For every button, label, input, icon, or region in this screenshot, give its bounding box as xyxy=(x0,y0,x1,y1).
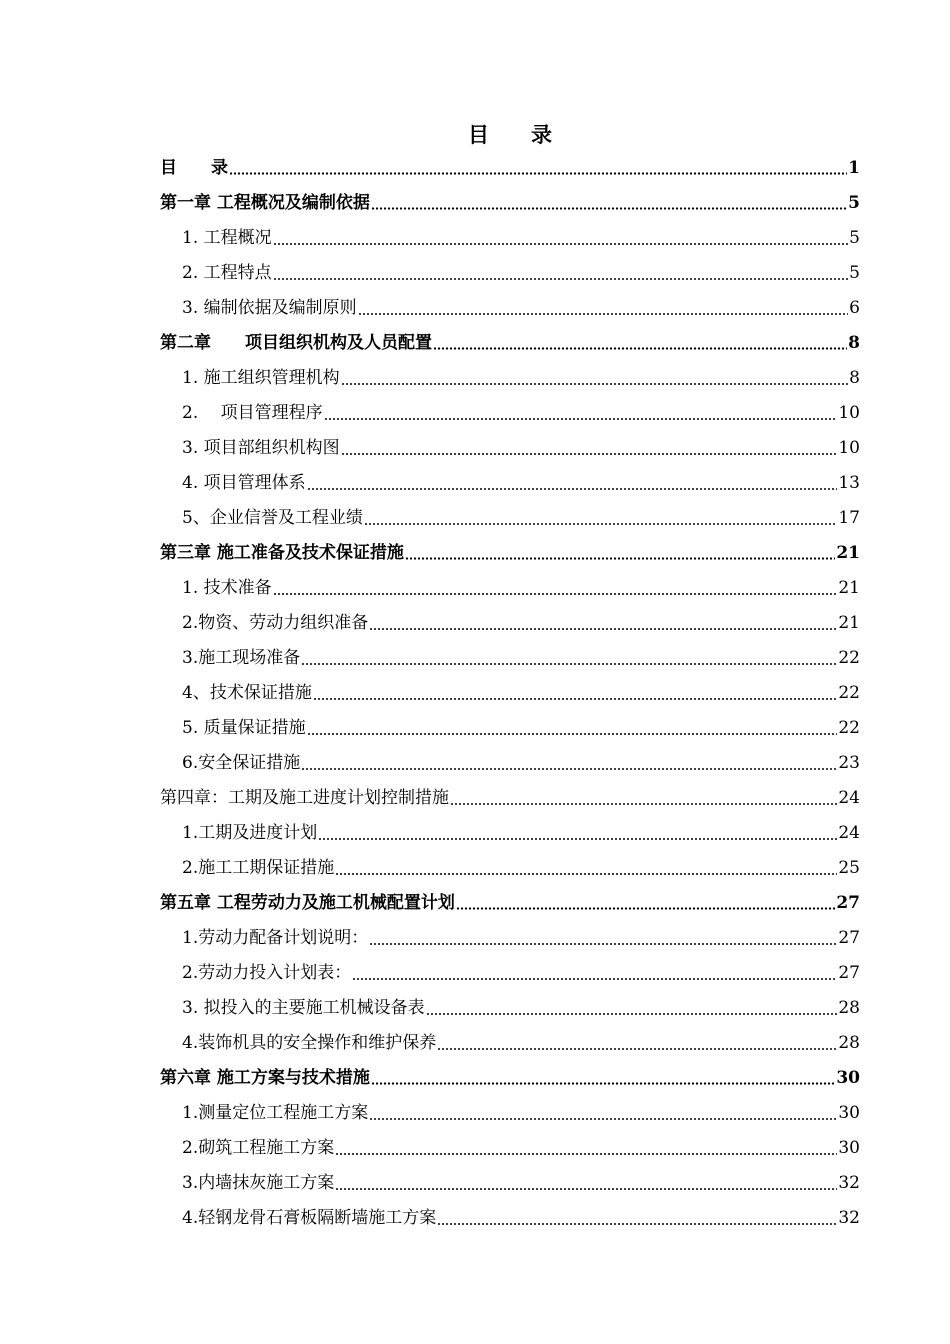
table-of-contents xyxy=(160,146,860,1231)
toc-entry-page-number: 22 xyxy=(838,648,860,668)
toc-entry-label: 第二章 项目组织机构及人员配置 xyxy=(160,333,432,353)
toc-entry-page-number: 5 xyxy=(849,263,860,283)
toc-section-entry[interactable] xyxy=(160,916,860,951)
toc-entry-label: 1.劳动力配备计划说明： xyxy=(182,928,369,948)
dot-leader xyxy=(364,523,838,525)
toc-entry-label: 1.测量定位工程施工方案 xyxy=(182,1103,369,1123)
toc-entry-page-number: 10 xyxy=(838,438,860,458)
toc-entry-page-number: 23 xyxy=(838,753,860,773)
toc-entry-page-number: 5 xyxy=(848,193,860,213)
toc-section-entry[interactable] xyxy=(160,706,860,741)
toc-section-entry[interactable] xyxy=(160,251,860,286)
toc-chapter-entry[interactable] xyxy=(160,531,860,566)
dot-leader xyxy=(369,1118,837,1120)
toc-entry-label: 4.轻钢龙骨石膏板隔断墙施工方案 xyxy=(182,1208,437,1228)
toc-entry-page-number: 30 xyxy=(838,1138,860,1158)
toc-entry-label: 2.砌筑工程施工方案 xyxy=(182,1138,335,1158)
toc-section-entry[interactable] xyxy=(160,741,860,776)
toc-entry-page-number: 27 xyxy=(838,928,860,948)
toc-section-entry[interactable] xyxy=(160,216,860,251)
toc-entry-page-number: 28 xyxy=(838,1033,860,1053)
toc-section-entry[interactable] xyxy=(160,286,860,321)
toc-entry-label: 目 录 xyxy=(160,158,228,178)
toc-entry-label: 1. 工程概况 xyxy=(182,228,272,248)
toc-chapter-entry[interactable] xyxy=(160,776,860,811)
dot-leader xyxy=(273,243,849,245)
toc-entry-label: 3. 项目部组织机构图 xyxy=(182,438,340,458)
toc-entry-label: 3.内墙抹灰施工方案 xyxy=(182,1173,335,1193)
toc-chapter-entry[interactable] xyxy=(160,1056,860,1091)
toc-section-entry[interactable] xyxy=(160,356,860,391)
toc-section-entry[interactable] xyxy=(160,496,860,531)
toc-entry-label: 第三章 施工准备及技术保证措施 xyxy=(160,543,404,563)
toc-entry-page-number: 24 xyxy=(838,823,860,843)
toc-entry-page-number: 6 xyxy=(849,298,860,318)
toc-entry-label: 5. 质量保证措施 xyxy=(182,718,306,738)
dot-leader xyxy=(341,453,838,455)
dot-leader xyxy=(426,1013,838,1015)
dot-leader xyxy=(437,1048,837,1050)
toc-section-entry[interactable] xyxy=(160,986,860,1021)
toc-entry-label: 3.施工现场准备 xyxy=(182,648,301,668)
toc-entry-page-number: 27 xyxy=(838,963,860,983)
dot-leader xyxy=(273,278,849,280)
toc-entry-label: 4. 项目管理体系 xyxy=(182,473,306,493)
toc-entry-page-number: 5 xyxy=(849,228,860,248)
dot-leader xyxy=(318,838,837,840)
toc-entry-label: 2.物资、劳动力组织准备 xyxy=(182,613,369,633)
toc-entry-label: 2.劳动力投入计划表： xyxy=(182,963,352,983)
dot-leader xyxy=(371,207,847,210)
toc-entry-label: 2.施工工期保证措施 xyxy=(182,858,335,878)
toc-entry-label: 2. 项目管理程序 xyxy=(182,403,323,423)
toc-entry-label: 5、企业信誉及工程业绩 xyxy=(182,508,363,528)
dot-leader xyxy=(324,418,838,420)
toc-section-entry[interactable] xyxy=(160,1021,860,1056)
toc-entry-label: 第四章：工期及施工进度计划控制措施 xyxy=(160,788,449,808)
dot-leader xyxy=(369,943,837,945)
dot-leader xyxy=(456,907,835,910)
dot-leader xyxy=(313,698,838,700)
toc-entry-label: 3. 拟投入的主要施工机械设备表 xyxy=(182,998,425,1018)
dot-leader xyxy=(371,1082,835,1085)
toc-entry-label: 第六章 施工方案与技术措施 xyxy=(160,1068,370,1088)
toc-entry-label: 4.装饰机具的安全操作和维护保养 xyxy=(182,1033,437,1053)
toc-section-entry[interactable] xyxy=(160,846,860,881)
toc-title-part-1: 目 xyxy=(468,122,489,147)
toc-entry-page-number: 22 xyxy=(838,683,860,703)
dot-leader xyxy=(341,383,849,385)
toc-entry-label: 1.工期及进度计划 xyxy=(182,823,318,843)
dot-leader xyxy=(437,1223,837,1225)
toc-entry-page-number: 32 xyxy=(838,1208,860,1228)
toc-section-entry[interactable] xyxy=(160,1091,860,1126)
toc-section-entry[interactable] xyxy=(160,636,860,671)
toc-entry-page-number: 27 xyxy=(836,893,860,913)
toc-title-part-2: 录 xyxy=(531,122,552,147)
toc-entry-label: 第五章 工程劳动力及施工机械配置计划 xyxy=(160,893,455,913)
toc-section-entry[interactable] xyxy=(160,1196,860,1231)
toc-chapter-entry[interactable] xyxy=(160,146,860,181)
toc-entry-page-number: 30 xyxy=(838,1103,860,1123)
dot-leader xyxy=(450,803,837,805)
dot-leader xyxy=(307,733,838,735)
dot-leader xyxy=(358,313,849,315)
toc-entry-label: 6.安全保证措施 xyxy=(182,753,301,773)
dot-leader xyxy=(307,488,838,490)
toc-entry-page-number: 8 xyxy=(849,368,860,388)
toc-entry-page-number: 24 xyxy=(838,788,860,808)
toc-entry-page-number: 21 xyxy=(836,543,860,563)
toc-entry-label: 第一章 工程概况及编制依据 xyxy=(160,193,370,213)
toc-section-entry[interactable] xyxy=(160,1126,860,1161)
toc-section-entry[interactable] xyxy=(160,951,860,986)
toc-entry-label: 1. 施工组织管理机构 xyxy=(182,368,340,388)
toc-entry-page-number: 21 xyxy=(838,578,860,598)
dot-leader xyxy=(335,1153,837,1155)
dot-leader xyxy=(335,1188,837,1190)
dot-leader xyxy=(352,978,837,980)
toc-section-entry[interactable] xyxy=(160,426,860,461)
toc-section-entry[interactable] xyxy=(160,811,860,846)
toc-entry-page-number: 22 xyxy=(838,718,860,738)
dot-leader xyxy=(229,172,847,175)
dot-leader xyxy=(405,557,835,560)
toc-entry-label: 3. 编制依据及编制原则 xyxy=(182,298,357,318)
toc-entry-page-number: 1 xyxy=(848,158,860,178)
toc-entry-page-number: 8 xyxy=(848,333,860,353)
toc-entry-label: 2. 工程特点 xyxy=(182,263,272,283)
toc-chapter-entry[interactable] xyxy=(160,321,860,356)
toc-entry-page-number: 10 xyxy=(838,403,860,423)
toc-entry-page-number: 25 xyxy=(838,858,860,878)
toc-section-entry[interactable] xyxy=(160,461,860,496)
toc-section-entry[interactable] xyxy=(160,601,860,636)
toc-entry-page-number: 13 xyxy=(838,473,860,493)
dot-leader xyxy=(335,873,837,875)
toc-section-entry[interactable] xyxy=(160,1161,860,1196)
dot-leader xyxy=(301,768,837,770)
toc-entry-page-number: 21 xyxy=(838,613,860,633)
dot-leader xyxy=(433,347,847,350)
dot-leader xyxy=(301,663,837,665)
dot-leader xyxy=(273,593,838,595)
toc-entry-label: 1. 技术准备 xyxy=(182,578,272,598)
toc-section-entry[interactable] xyxy=(160,671,860,706)
toc-chapter-entry[interactable] xyxy=(160,881,860,916)
toc-entry-label: 4、技术保证措施 xyxy=(182,683,312,703)
dot-leader xyxy=(369,628,837,630)
toc-entry-page-number: 32 xyxy=(838,1173,860,1193)
toc-entry-page-number: 30 xyxy=(836,1068,860,1088)
toc-entry-page-number: 28 xyxy=(838,998,860,1018)
toc-chapter-entry[interactable] xyxy=(160,181,860,216)
toc-section-entry[interactable] xyxy=(160,391,860,426)
toc-section-entry[interactable] xyxy=(160,566,860,601)
toc-entry-page-number: 17 xyxy=(838,508,860,528)
toc-title xyxy=(0,119,950,149)
